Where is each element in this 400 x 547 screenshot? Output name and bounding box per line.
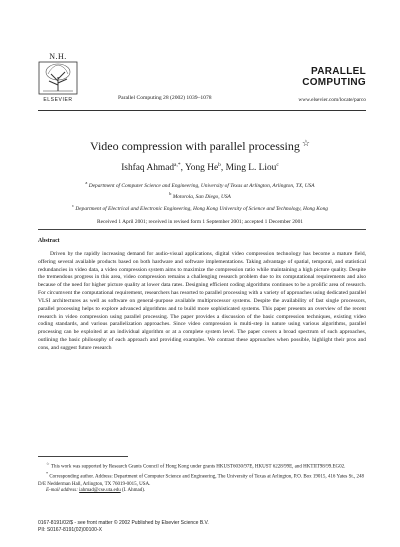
journal-name-line2: COMPUTING [302, 77, 366, 88]
author-name: Yong He [184, 163, 219, 174]
abstract-top-divider [38, 229, 366, 230]
email-link[interactable]: iahmad@cse.uta.edu [79, 488, 121, 494]
author-affiliation-mark: c [276, 162, 279, 168]
publisher-name: ELSEVIER [43, 97, 73, 103]
footnote-corresponding [38, 471, 366, 488]
elsevier-tree-icon [38, 61, 78, 95]
footnote-funding-text: This work was supported by Research Grants Council of Hong Kong under grants HKUST6030/97E, HKUST 6228/99E, and HKTIIT98/99.EG02. [50, 464, 346, 470]
abstract-heading: Abstract [38, 238, 60, 244]
pii-line: PII: S0167-8191(02)00100-X [38, 527, 102, 533]
author-name: Ming L. Liou [225, 163, 277, 174]
affiliation-text: Department of Computer Science and Engineering, University of Texas at Arlington, Arlington, TX, USA [88, 182, 315, 189]
copyright-line: 0167-8191/02/$ - see front matter © 2002 Published by Elsevier Science B.V. [38, 520, 209, 526]
abstract-text: Driven by the rapidly increasing demand for audio-visual applications, digital video compression technology has become a mature field, offering several available products based on both hardware and software implementations. Taking advantage of spatial, temporal, and statistical redundancies in video data, a video compression system aims to maximize the compression ratio while maintaining a high picture quality. Despite the tremendous progress in this area, video compression remains a challenging research problem due to its computational requirements and also because of the need for higher picture quality at lower data rates. Designing efficient coding algorithms continues to be a prolific area of research. For circumvent the computational requirement, researchers has resorted to parallel processing with a variety of approaches using dedicated parallel VLSI architectures as well as software on general-purpose available multiprocessor systems. Despite the availability of fast single processors, parallel processing helps to explore advanced algorithms and to build more sophisticated systems. This paper presents an overview of the recent research in video compression using parallel processing. The paper provides a discussion of the basic compression techniques, existing video coding standards, and various parallelization approaches. Since video compression is multi-step in nature using various algorithms, parallel processing can be exploited at an individual algorithm or at a complete system level. The paper covers a broad spectrum of such approaches, outlining the basic philosophy of each approach and providing examples. We contrast these approaches when possible, highlight their pros and cons, and suggest future research [38, 251, 366, 351]
author-affiliation-mark: a,* [174, 162, 181, 168]
journal-name-line1: PARALLEL [311, 66, 366, 77]
affiliation-item [34, 190, 366, 201]
affiliation-item [34, 179, 366, 190]
affiliation-item [34, 202, 366, 213]
journal-url[interactable]: www.elsevier.com/locate/parco [298, 97, 366, 103]
publisher-mark: N.H. [49, 52, 67, 61]
author-name: Ishfaq Ahmad [121, 163, 175, 174]
author-separator: , [180, 163, 185, 174]
footnote-funding [38, 461, 366, 471]
email-suffix: (I. Ahmad). [121, 488, 146, 494]
front-matter-info [38, 520, 209, 534]
abstract-body [38, 251, 366, 353]
author-affiliation-mark: b [218, 162, 221, 168]
paper-title-text: Video compression with parallel processing [90, 139, 300, 153]
footnote-corresponding-text: Corresponding author. Address: Department of Computer Science and Engineering, The University of Texas at Arlington, P.O. Box 19015, 416 Yates St., 248 D/E Nedderman Hall, Arlington, TX 76019-0015, USA. [38, 475, 365, 487]
affiliation-mark: b [169, 191, 172, 197]
elsevier-logo [38, 52, 78, 103]
affiliation-mark: a [85, 180, 88, 186]
affiliation-mark: c [72, 202, 74, 208]
received-dates: Received 1 April 2001; received in revised form 1 September 2001; accepted 1 December 2001 [97, 218, 303, 225]
header-divider [38, 110, 366, 111]
journal-citation: Parallel Computing 28 (2002) 1039–1078 [118, 95, 212, 101]
footnote-email [38, 488, 366, 495]
footnote-divider [38, 456, 128, 457]
title-block [34, 136, 366, 225]
affiliation-text: Motorola, San Diego, USA [172, 194, 231, 201]
author-list [34, 162, 366, 173]
article-header [0, 0, 400, 112]
footnote-asterisk-mark: * [46, 471, 49, 477]
footnotes [38, 461, 366, 495]
paper-title [34, 136, 366, 153]
affiliations [34, 179, 366, 213]
footnote-star-mark: ☆ [46, 461, 50, 466]
email-label: E-mail address: [46, 488, 78, 494]
title-footnote-star[interactable]: ☆ [301, 138, 310, 148]
affiliation-text: Department of Electrical and Electronic Engineering, Hong Kong University of Science and Technology, Hong Kong [75, 205, 328, 212]
journal-block [298, 66, 366, 103]
author-separator: , [220, 163, 226, 174]
